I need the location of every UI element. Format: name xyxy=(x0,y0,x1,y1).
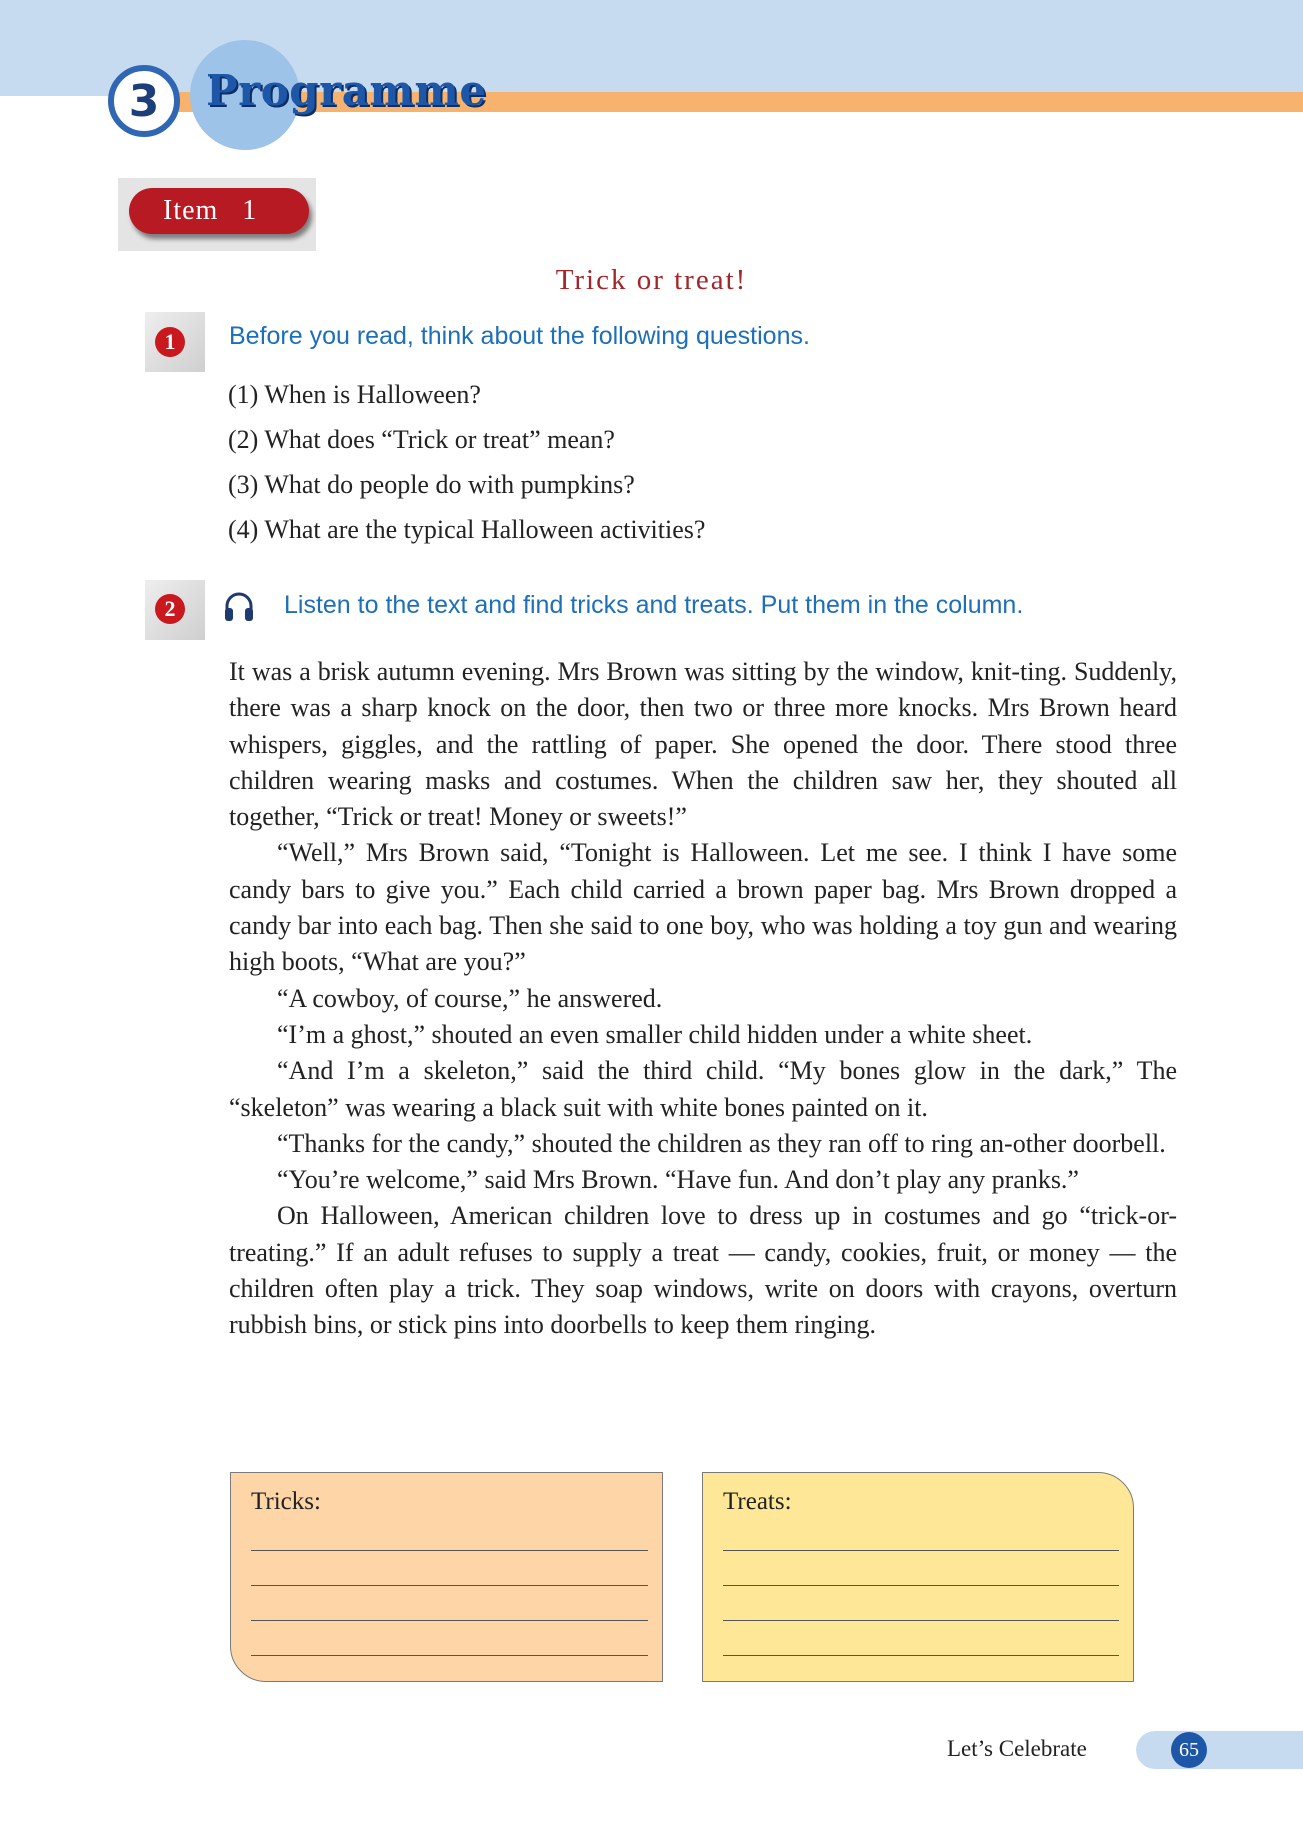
reading-passage xyxy=(229,654,1177,1344)
passage-paragraph-4: “I’m a ghost,” shouted an even smaller child hidden under a white sheet. xyxy=(277,1019,1033,1049)
section-number-badge: 3 xyxy=(108,65,180,137)
footer-page-band xyxy=(1136,1731,1303,1769)
question-4: (4) What are the typical Halloween activities? xyxy=(228,515,706,544)
passage-paragraph-1: It was a brisk autumn evening. Mrs Brown was sitting by the window, knit-ting. Suddenly, there was a sharp knock on the door, then two or three more knocks. Mrs Brown heard whispers, giggles, and the rattling of paper. She opened the door. There stood three children wearing masks and costumes. When the children saw her, they shouted all together, “Trick or treat! Money or sweets!” xyxy=(229,657,1177,832)
treats-answer-line-2[interactable] xyxy=(723,1551,1119,1586)
treats-answer-line-3[interactable] xyxy=(723,1586,1119,1621)
treats-answer-line-4[interactable] xyxy=(723,1621,1119,1656)
page-number: 65 xyxy=(1171,1732,1207,1768)
question-3: (3) What do people do with pumpkins? xyxy=(228,470,635,499)
passage-paragraph-8: On Halloween, American children love to dress up in costumes and go “trick-or-treating.” If an adult refuses to supply a treat — candy, cookies, fruit, or money — the children often play a trick. They soap windows, write on doors with crayons, overturn rubbish bins, or stick pins into doorbells to keep them ringing. xyxy=(229,1201,1177,1340)
tricks-answer-line-3[interactable] xyxy=(251,1586,648,1621)
tricks-label: Tricks: xyxy=(251,1488,321,1515)
passage-paragraph-5: “And I’m a skeleton,” said the third child. “My bones glow in the dark,” The “skeleton” was wearing a black suit with white bones painted on it. xyxy=(229,1056,1177,1122)
tricks-answer-line-1[interactable] xyxy=(251,1516,648,1551)
footer-unit-title: Let’s Celebrate xyxy=(947,1736,1087,1761)
task-1-instruction: Before you read, think about the following questions. xyxy=(229,322,810,350)
task-1-number: 1 xyxy=(155,327,185,357)
question-2: (2) What does “Trick or treat” mean? xyxy=(228,425,615,454)
task-2-instruction: Listen to the text and find tricks and treats. Put them in the column. xyxy=(284,591,1024,619)
passage-paragraph-3: “A cowboy, of course,” he answered. xyxy=(277,983,663,1013)
item-label: Item 1 xyxy=(129,188,309,234)
treats-answer-line-1[interactable] xyxy=(723,1516,1119,1551)
headphones-icon xyxy=(222,590,256,624)
passage-paragraph-7: “You’re welcome,” said Mrs Brown. “Have fun. And don’t play any pranks.” xyxy=(277,1165,1079,1195)
treats-column xyxy=(702,1472,1134,1682)
passage-paragraph-2: “Well,” Mrs Brown said, “Tonight is Halloween. Let me see. I think I have some candy bars to give you.” Each child carried a brown paper bag. Mrs Brown dropped a candy bar into each bag. Then she said to one boy, who was holding a toy gun and wearing high boots, “What are you?” xyxy=(229,838,1177,977)
passage-paragraph-6: “Thanks for the candy,” shouted the children as they ran off to ring an-other doorbell. xyxy=(277,1128,1166,1158)
reading-title: Trick or treat! xyxy=(555,264,748,296)
treats-label: Treats: xyxy=(723,1488,792,1515)
tricks-answer-line-4[interactable] xyxy=(251,1621,648,1656)
tricks-answer-line-2[interactable] xyxy=(251,1551,648,1586)
tricks-column xyxy=(230,1472,663,1682)
task-2-number: 2 xyxy=(155,594,185,624)
page-title: Programme xyxy=(206,66,487,115)
question-1: (1) When is Halloween? xyxy=(228,380,481,409)
